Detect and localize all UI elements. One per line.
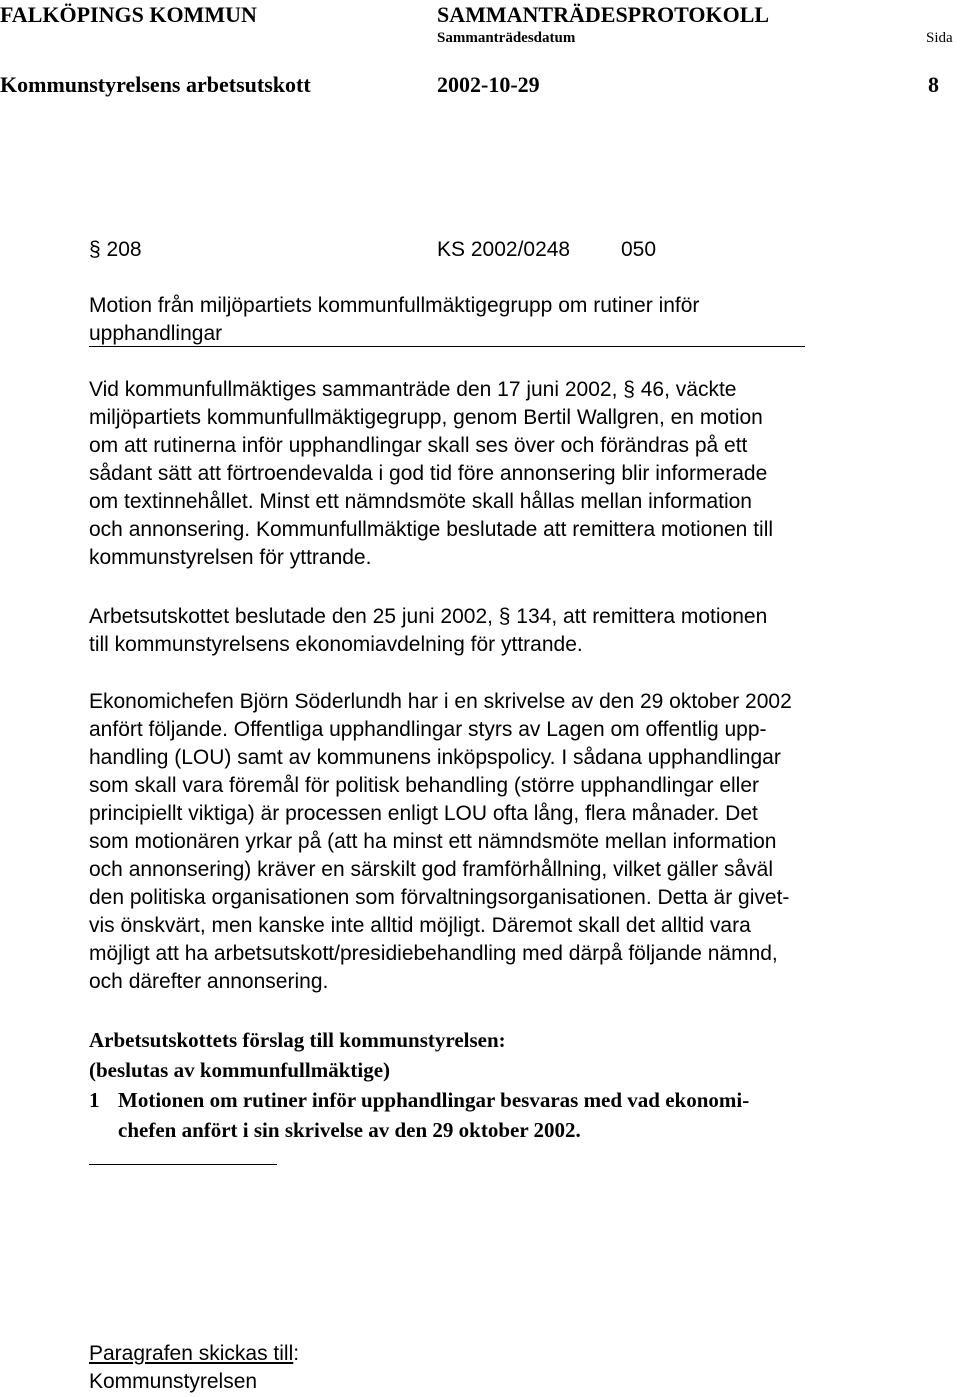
- case-reference: KS 2002/0248: [437, 238, 571, 261]
- case-title: [89, 292, 919, 348]
- text-line: kommunstyrelsen för yttrande.: [89, 546, 372, 569]
- text-line: och därefter annonsering.: [89, 970, 329, 993]
- text-line: och annonsering) kräver en särskilt god framförhållning, vilket gäller såväl: [89, 858, 773, 881]
- background-paragraph: [89, 376, 919, 572]
- proposal-heading: Arbetsutskottets förslag till kommunstyrelsen:: [89, 1028, 506, 1052]
- text-line: möjligt att ha arbetsutskott/presidiebehandling med därpå följande nämnd,: [89, 942, 778, 965]
- proposal-subheading: (beslutas av kommunfullmäktige): [89, 1058, 391, 1082]
- date-label: Sammanträdesdatum: [437, 30, 576, 46]
- text-line: miljöpartiets kommunfullmäktigegrupp, genom Bertil Wallgren, en motion: [89, 406, 763, 429]
- case-title-line: Motion från miljöpartiets kommunfullmäktigegrupp om rutiner inför: [89, 294, 700, 317]
- committee-name: Kommunstyrelsens arbetsutskott: [0, 72, 311, 97]
- text-line: och annonsering. Kommunfullmäktige beslutade att remittera motionen till: [89, 518, 774, 541]
- text-line: Ekonomichefen Björn Söderlundh har i en skrivelse av den 29 oktober 2002: [89, 690, 792, 713]
- text-line: principiellt viktiga) är processen enligt LOU ofta lång, flera månader. Det: [89, 802, 758, 825]
- text-line: vis önskvärt, men kanske inte alltid möjligt. Däremot skall det alltid vara: [89, 914, 751, 937]
- distribution-recipient: Kommunstyrelsen: [89, 1370, 258, 1393]
- text-line: om att rutinerna inför upphandlingar skall ses över och förändras på ett: [89, 434, 748, 457]
- text-line: handling (LOU) samt av kommunens inköpspolicy. I sådana upphandlingar: [89, 746, 781, 769]
- separator-rule: [89, 1164, 277, 1165]
- paragraph-number: § 208: [89, 238, 142, 261]
- text-line: sådant sätt att förtroendevalda i god tid före annonsering blir informerade: [89, 462, 768, 485]
- proposal-item-text: Motionen om rutiner inför upphandlingar besvaras med vad ekonomi-: [118, 1088, 750, 1112]
- text-line: anfört följande. Offentliga upphandlingar styrs av Lagen om offentlig upp-: [89, 718, 767, 741]
- text-line: om textinnehållet. Minst ett nämndsmöte skall hållas mellan information: [89, 490, 752, 513]
- proposal-item-number: 1: [89, 1088, 100, 1112]
- referral-paragraph: [89, 603, 919, 659]
- text-line: Arbetsutskottet beslutade den 25 juni 2002, § 134, att remittera motionen: [89, 605, 768, 628]
- page-label: Sida: [926, 30, 953, 46]
- meeting-date: 2002-10-29: [437, 72, 540, 97]
- text-line: till kommunstyrelsens ekonomiavdelning för yttrande.: [89, 633, 583, 656]
- proposal-item-text: chefen anfört i sin skrivelse av den 29 oktober 2002.: [118, 1118, 581, 1142]
- distribution-label-text: Paragrafen skickas till: [89, 1342, 294, 1365]
- text-line: som skall vara föremål för politisk behandling (större upphandlingar eller: [89, 774, 760, 797]
- text-line: Vid kommunfullmäktiges sammanträde den 17 juni 2002, § 46, väckte: [89, 378, 737, 401]
- case-code: 050: [621, 238, 657, 261]
- statement-paragraph: [89, 688, 919, 996]
- title-underline: [89, 346, 805, 347]
- case-title-line: upphandlingar: [89, 322, 223, 345]
- text-line: som motionären yrkar på (att ha minst ett nämndsmöte mellan information: [89, 830, 777, 853]
- org-name: FALKÖPINGS KOMMUN: [0, 2, 257, 27]
- text-line: den politiska organisationen som förvaltningsorganisationen. Detta är givet-: [89, 886, 790, 909]
- distribution-label: [89, 1340, 299, 1368]
- distribution-colon: :: [293, 1342, 300, 1365]
- page-number: 8: [928, 72, 939, 97]
- doc-type: SAMMANTRÄDESPROTOKOLL: [437, 2, 770, 27]
